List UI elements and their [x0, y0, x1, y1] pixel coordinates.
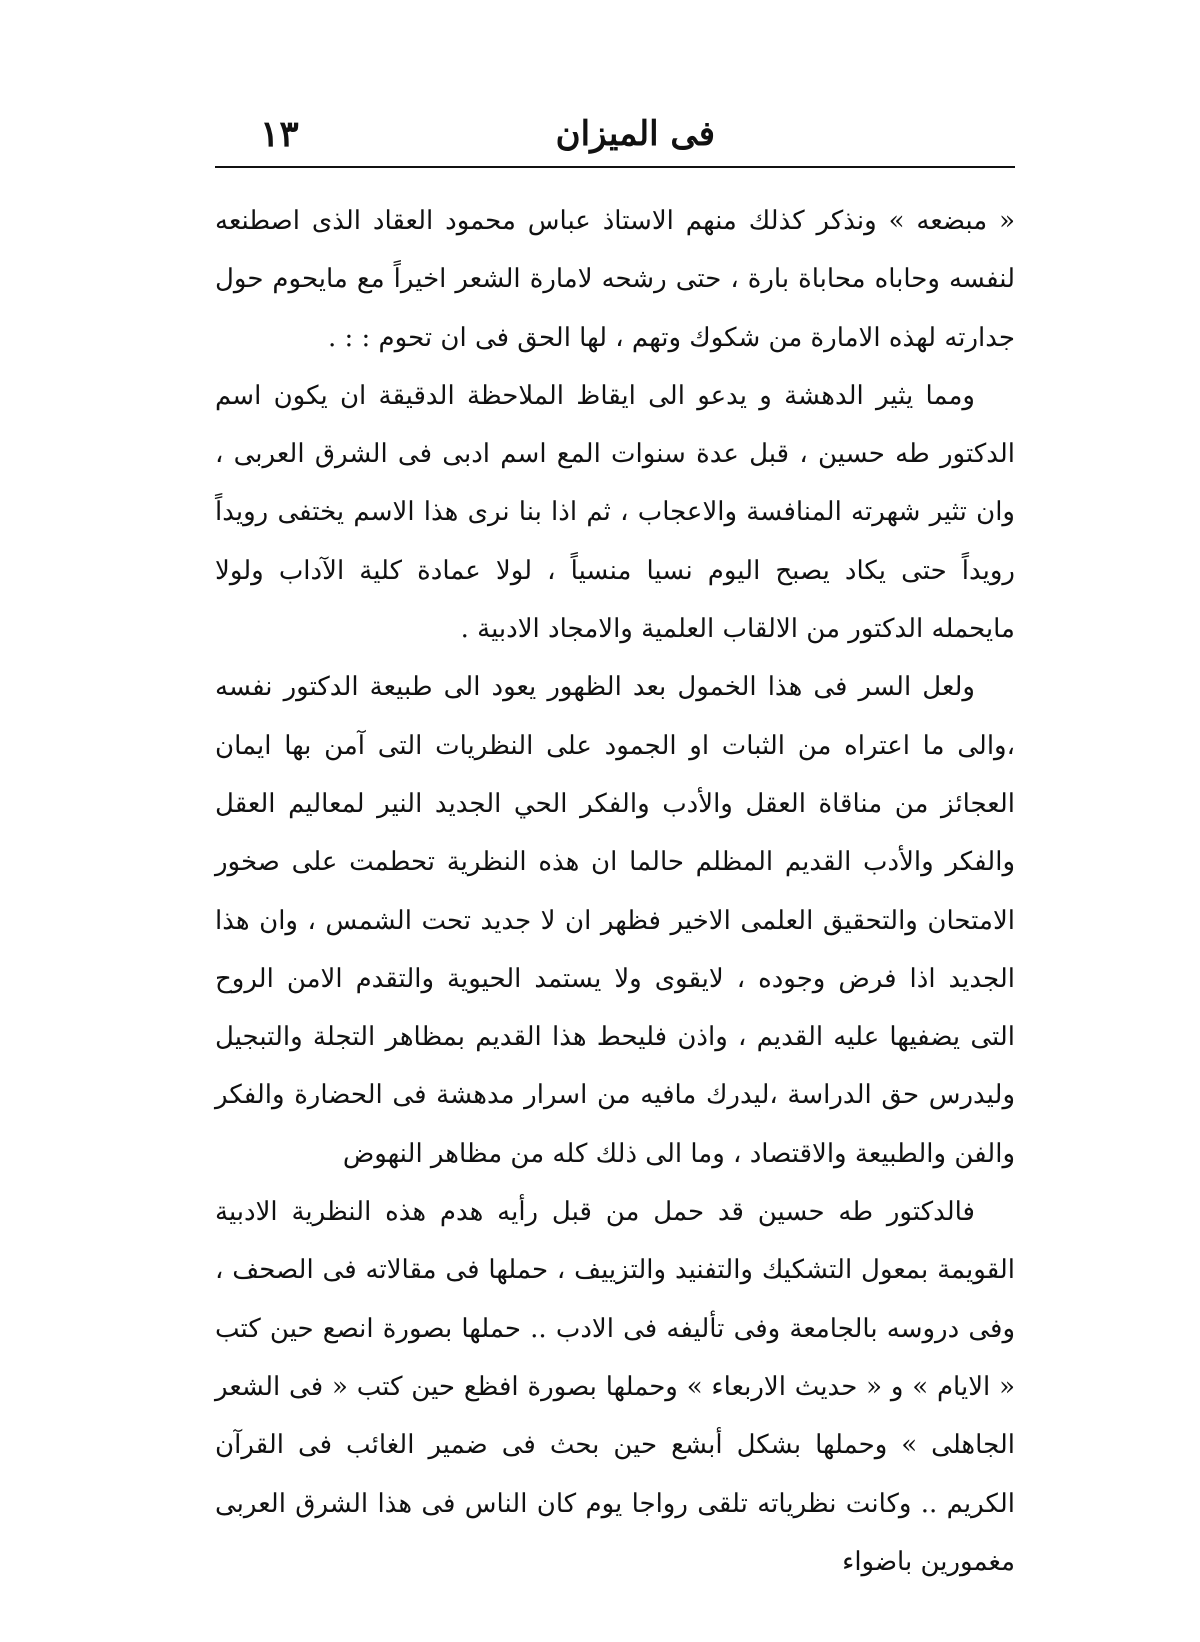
page-number: ١٣: [260, 113, 299, 155]
running-title: فى الميزان: [555, 114, 715, 154]
body-text: [215, 192, 1015, 1591]
paragraph: فالدكتور طه حسين قد حمل من قبل رأيه هدم هذه النظرية الادبية القويمة بمعول التشكيك والتفنيد والتزييف ، حملها فى مقالاته فى الصحف ، وفى دروسه بالجامعة وفى تأليفه فى الادب .. حملها بصورة انصع حين كتب « الايام » و « حديث الاربعاء » وحملها بصورة افظع حين كتب « فى الشعر الجاهلى » وحملها بشكل أبشع حين بحث فى ضمير الغائب فى القرآن الكريم .. وكانت نظرياته تلقى رواجا يوم كان الناس فى هذا الشرق العربى مغمورين باضواء: [215, 1197, 1016, 1577]
paragraph: ولعل السر فى هذا الخمول بعد الظهور يعود الى طبيعة الدكتور نفسه ،والى ما اعتراه من الثبات او الجمود على النظريات التى آمن بها ايمان العجائز من مناقاة العقل والأدب والفكر الحي الجديد النير لمعاليم العقل والفكر والأدب القديم المظلم حالما ان هذه النظرية تحطمت على صخور الامتحان والتحقيق العلمى الاخير فظهر ان لا جديد تحت الشمس ، وان هذا الجديد اذا فرض وجوده ، لايقوى ولا يستمد الحيوية والتقدم الامن الروح التى يضفيها عليه القديم ، واذن فليحط هذا القديم بمظاهر التجلة والتبجيل وليدرس حق الدراسة ،ليدرك مافيه من اسرار مدهشة فى الحضارة والفكر والفن والطبيعة والاقتصاد ، وما الى ذلك كله من مظاهر النهوض: [215, 672, 1015, 1169]
paragraph: « مبضعه » ونذكر كذلك منهم الاستاذ عباس محمود العقاد الذى اصطنعه لنفسه وحاباه محاباة بارة ، حتى رشحه لامارة الشعر اخيراً مع مايحوم حول جدارته لهذه الامارة من شكوك وتهم ، لها الحق فى ان تحوم : : .: [215, 206, 1015, 353]
page-header: [215, 108, 1015, 160]
paragraph: ومما يثير الدهشة و يدعو الى ايقاظ الملاحظة الدقيقة ان يكون اسم الدكتور طه حسين ، قبل عدة سنوات المع اسم ادبى فى الشرق العربى ، وان تثير شهرته المنافسة والاعجاب ، ثم اذا بنا نرى هذا الاسم يختفى رويداً رويداً حتى يكاد يصبح اليوم نسيا منسياً ، لولا عمادة كلية الآداب ولولا مايحمله الدكتور من الالقاب العلمية والامجاد الادبية .: [215, 380, 1015, 645]
header-rule: [215, 166, 1015, 168]
